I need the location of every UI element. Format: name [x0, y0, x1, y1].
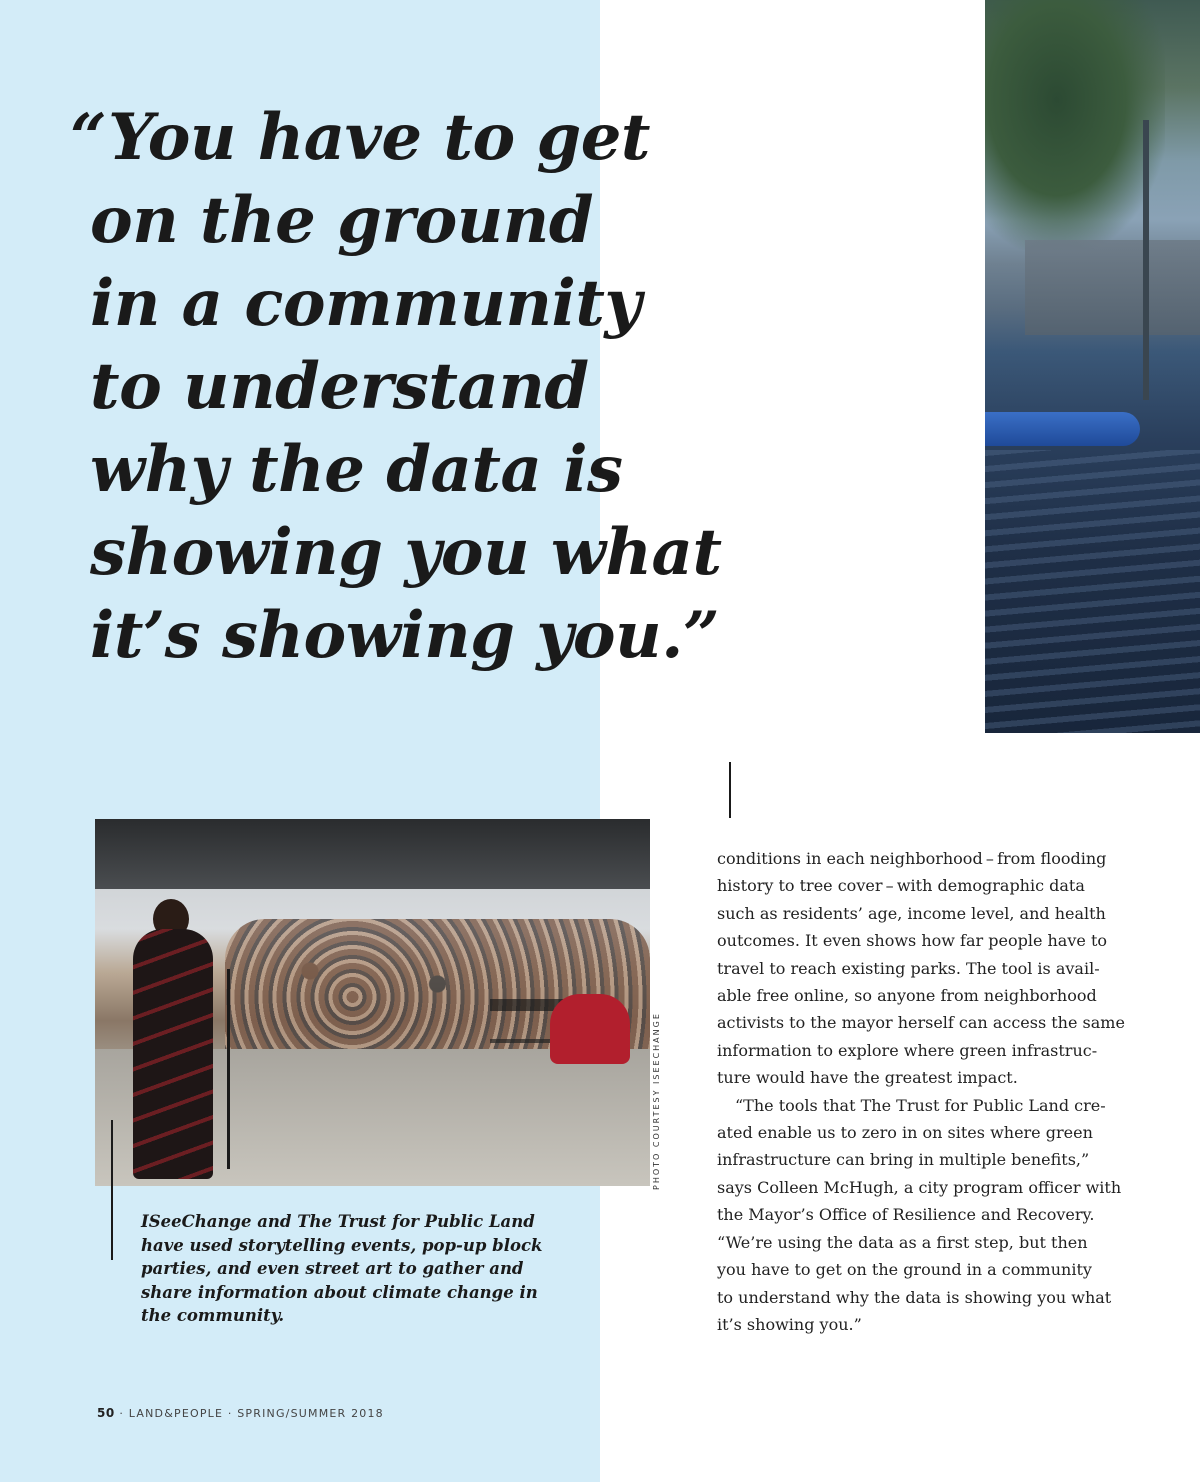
publication-info: · LAND&PEOPLE · SPRING/SUMMER 2018	[119, 1407, 384, 1420]
audience-member-red-jacket	[550, 994, 630, 1064]
body-line: “We’re using the data as a first step, but then	[717, 1232, 1088, 1252]
body-line: outcomes. It even shows how far people have to	[717, 931, 1107, 951]
body-line: such as residents’ age, income level, and health	[717, 903, 1106, 923]
body-line: ture would have the greatest impact.	[717, 1068, 1018, 1088]
body-line: “The tools that The Trust for Public Land cre-	[735, 1095, 1106, 1115]
page-footer	[97, 1406, 384, 1420]
body-line: information to explore where green infrastruc-	[717, 1040, 1098, 1060]
caption-line: share information about climate change in	[141, 1282, 538, 1302]
tree-silhouette	[985, 0, 1165, 250]
body-line: the Mayor’s Office of Resilience and Recovery.	[717, 1205, 1095, 1225]
photo-credit: PHOTO COURTESY ISEECHANGE	[652, 1012, 661, 1190]
building-silhouette	[1025, 240, 1200, 335]
body-line: conditions in each neighborhood – from flooding	[717, 849, 1107, 868]
body-line: it’s showing you.”	[717, 1314, 862, 1334]
pull-quote-line: it’s showing you.”	[90, 598, 720, 673]
body-line: activists to the mayor herself can access the same	[717, 1013, 1125, 1033]
body-line: you have to get on the ground in a community	[717, 1260, 1092, 1280]
pull-quote-line: in a community	[90, 266, 642, 341]
body-line: to understand why the data is showing you what	[717, 1287, 1112, 1307]
caption-line: the community.	[141, 1306, 285, 1325]
microphone-stand	[227, 969, 230, 1169]
column-rule	[729, 762, 731, 818]
body-line: history to tree cover – with demographic data	[717, 876, 1085, 896]
pull-quote-line: to understand	[90, 349, 589, 424]
pull-quote-line: on the ground	[90, 183, 594, 258]
page-number: 50	[97, 1406, 115, 1420]
body-line: infrastructure can bring in multiple benefits,”	[717, 1150, 1090, 1170]
body-line: travel to reach existing parks. The tool is avail-	[717, 958, 1100, 978]
caption-line: have used storytelling events, pop-up block	[141, 1235, 543, 1255]
body-text-column	[717, 845, 1125, 1338]
kayak-shape	[985, 412, 1140, 446]
speaker-figure	[133, 929, 213, 1179]
pole-silhouette	[1143, 120, 1149, 400]
body-line: ated enable us to zero in on sites where green	[717, 1123, 1093, 1143]
water-ripples	[985, 450, 1200, 733]
photo-caption	[141, 1210, 543, 1328]
ceiling-area	[95, 819, 650, 889]
flood-photo	[985, 0, 1200, 733]
body-line: says Colleen McHugh, a city program officer with	[717, 1177, 1122, 1197]
pull-quote	[70, 96, 790, 677]
community-event-photo	[95, 819, 650, 1186]
caption-rule	[111, 1120, 113, 1260]
pull-quote-line: “You have to get	[70, 100, 650, 175]
caption-line: parties, and even street art to gather and	[141, 1259, 524, 1278]
body-line: able free online, so anyone from neighborhood	[717, 986, 1097, 1006]
caption-line: ISeeChange and The Trust for Public Land	[141, 1212, 535, 1231]
pull-quote-line: why the data is	[90, 432, 623, 507]
pull-quote-line: showing you what	[90, 515, 722, 590]
